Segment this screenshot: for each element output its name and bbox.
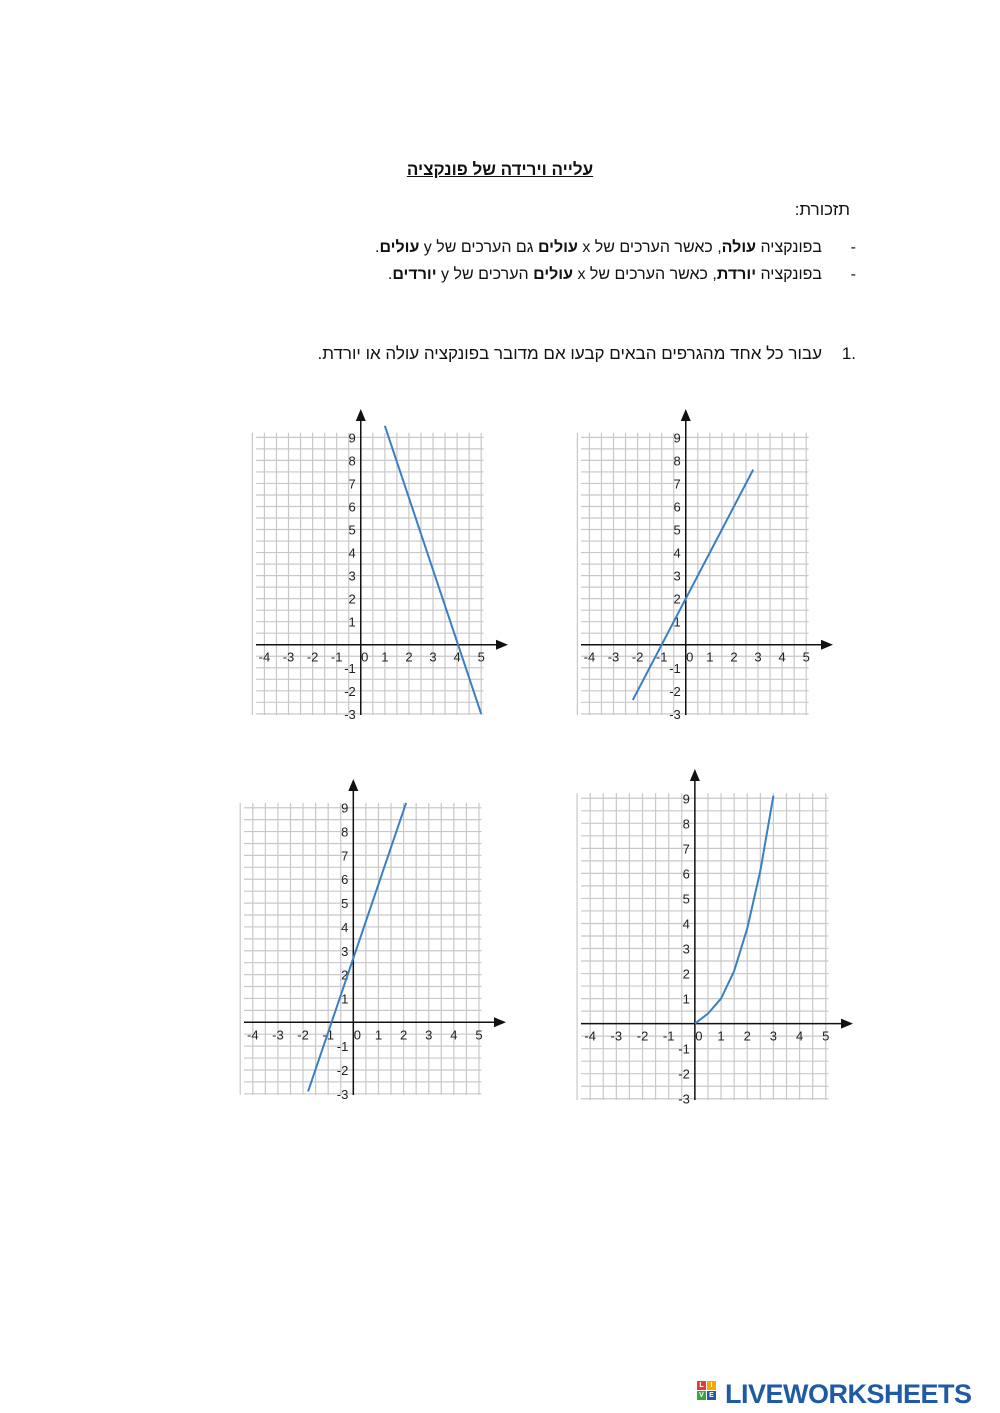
- y-tick-label: 6: [341, 872, 349, 888]
- x-tick-label: 1: [706, 649, 714, 665]
- logo-letter: V: [697, 1391, 706, 1400]
- question-text: עבור כל אחד מהגרפים הבאים קבעו אם מדובר בפונקציה עולה או יורדת.: [317, 344, 822, 363]
- x-tick-label: 3: [754, 649, 762, 665]
- y-tick-label: -1: [344, 660, 356, 676]
- logo-letter: E: [707, 1391, 716, 1400]
- y-tick-label: 5: [341, 896, 349, 912]
- x-tick-label: -1: [330, 649, 343, 665]
- x-tick-label: 1: [374, 1027, 383, 1043]
- bullet-emphasis: עולים: [379, 239, 420, 256]
- bullet-text: [388, 266, 822, 283]
- x-tick-label: 4: [778, 649, 786, 665]
- x-tick-label: 2: [730, 649, 738, 665]
- page-title: עלייה וירידה של פונקציה: [406, 160, 594, 179]
- y-axis-arrow: [348, 779, 358, 791]
- y-tick-label: 7: [341, 848, 349, 864]
- y-tick-label: 8: [682, 816, 690, 832]
- y-tick-label: 3: [682, 941, 690, 957]
- y-axis-arrow: [690, 769, 700, 781]
- y-tick-label: 2: [673, 591, 681, 607]
- bullet-segment: , כאשר הערכים של x: [573, 266, 717, 283]
- chart-top-right: [565, 405, 845, 725]
- logo-letter: I: [707, 1381, 716, 1390]
- y-tick-label: -1: [678, 1041, 690, 1057]
- y-tick-label: 4: [341, 919, 349, 935]
- x-tick-label: 5: [802, 649, 810, 665]
- y-tick-label: 5: [673, 522, 681, 538]
- x-tick-label: -4: [583, 649, 596, 665]
- y-tick-label: -1: [336, 1039, 349, 1055]
- y-tick-label: 9: [341, 800, 349, 816]
- bullet-text: [375, 239, 822, 256]
- x-tick-label: 5: [475, 1027, 483, 1043]
- x-axis-arrow: [494, 1017, 506, 1027]
- bullet-emphasis: עולים: [533, 266, 574, 283]
- x-axis-arrow: [841, 1019, 853, 1029]
- bullet-emphasis: עולים: [537, 239, 578, 256]
- x-tick-label: 5: [822, 1028, 830, 1044]
- y-tick-label: -3: [678, 1091, 690, 1107]
- y-tick-label: 6: [682, 866, 690, 882]
- x-tick-label: -3: [272, 1027, 284, 1043]
- y-tick-label: 6: [348, 499, 356, 515]
- x-tick-label: -3: [610, 1028, 623, 1044]
- bullet-segment: הערכים של y: [436, 266, 534, 283]
- function-line: [633, 470, 753, 700]
- x-tick-label: -1: [662, 1028, 675, 1044]
- x-tick-label: -4: [584, 1028, 596, 1044]
- x-tick-label: -2: [631, 649, 644, 665]
- chart-bottom-right: [565, 765, 865, 1110]
- y-tick-label: 5: [682, 891, 690, 907]
- grid: [577, 433, 808, 715]
- y-tick-label: -2: [344, 683, 356, 699]
- x-tick-label: 4: [795, 1028, 804, 1044]
- y-axis-arrow: [681, 409, 691, 421]
- bullet-dash: -: [850, 239, 856, 256]
- y-tick-label: -2: [336, 1062, 349, 1078]
- bullet-segment: .: [387, 266, 393, 283]
- bullet-increasing: [374, 239, 856, 257]
- x-tick-label: 1: [381, 649, 389, 665]
- grid: [252, 433, 483, 715]
- y-tick-label: 1: [348, 614, 356, 630]
- grid: [240, 800, 481, 1095]
- chart-top-left: [240, 405, 520, 725]
- y-tick-label: 3: [341, 943, 349, 959]
- x-tick-label: -3: [607, 649, 620, 665]
- bullet-emphasis: יורדת: [716, 266, 757, 283]
- y-tick-label: 4: [682, 916, 690, 932]
- graph-top-left: [240, 405, 520, 730]
- graph-bottom-right: [565, 765, 865, 1115]
- x-axis-arrow: [821, 640, 833, 650]
- x-tick-label: -3: [282, 649, 295, 665]
- y-tick-label: 7: [673, 476, 681, 492]
- y-tick-label: 6: [673, 499, 681, 515]
- x-tick-label: -1: [655, 649, 668, 665]
- x-tick-label: 0: [686, 649, 694, 665]
- y-tick-label: 4: [673, 545, 681, 561]
- question-1: [317, 344, 856, 364]
- bullet-segment: גם הערכים של y: [419, 239, 538, 256]
- logo-text: LIVEWORKSHEETS: [725, 1378, 972, 1409]
- grid: [577, 793, 828, 1100]
- x-tick-label: 3: [769, 1028, 778, 1044]
- y-tick-label: 2: [341, 967, 349, 983]
- x-tick-label: 2: [399, 1027, 408, 1043]
- bullet-segment: .: [374, 239, 380, 256]
- x-tick-label: 3: [425, 1027, 433, 1043]
- bullet-segment: , כאשר הערכים של x: [577, 239, 722, 256]
- y-tick-label: 7: [682, 841, 690, 857]
- y-tick-label: -3: [344, 706, 356, 722]
- x-tick-label: -2: [297, 1027, 309, 1043]
- y-tick-label: 1: [341, 991, 349, 1007]
- bullet-segment: בפונקציה: [756, 239, 822, 256]
- x-tick-label: 3: [429, 649, 437, 665]
- x-tick-label: -4: [247, 1027, 259, 1043]
- y-tick-label: 3: [673, 568, 681, 584]
- y-tick-label: 2: [348, 591, 356, 607]
- y-tick-label: 9: [348, 430, 356, 446]
- y-tick-label: 9: [673, 430, 681, 446]
- x-tick-label: 0: [361, 649, 369, 665]
- x-tick-label: 4: [453, 649, 461, 665]
- x-tick-label: 2: [405, 649, 413, 665]
- bullet-dash: -: [850, 266, 856, 283]
- graph-top-right: [565, 405, 845, 730]
- y-tick-label: 5: [348, 522, 356, 538]
- x-tick-label: 0: [695, 1028, 703, 1044]
- bullet-emphasis: יורדים: [392, 266, 437, 283]
- x-tick-label: -2: [636, 1028, 649, 1044]
- x-tick-label: 1: [717, 1028, 725, 1044]
- y-tick-label: -2: [669, 683, 681, 699]
- reminder-label: תזכורת:: [794, 200, 850, 219]
- question-number: 1.: [841, 344, 856, 363]
- liveworksheets-logo: [697, 1376, 972, 1412]
- y-tick-label: 1: [682, 991, 690, 1007]
- chart-bottom-left: [228, 775, 518, 1105]
- x-axis-arrow: [496, 640, 508, 650]
- y-tick-label: 7: [348, 476, 356, 492]
- y-tick-label: 3: [348, 568, 356, 584]
- graph-bottom-left: [228, 775, 518, 1110]
- y-tick-label: 4: [348, 545, 356, 561]
- y-tick-label: 2: [682, 966, 690, 982]
- y-tick-label: 8: [341, 824, 349, 840]
- logo-icon: [697, 1379, 723, 1409]
- x-tick-label: -2: [306, 649, 319, 665]
- y-tick-label: 8: [673, 453, 681, 469]
- x-tick-label: 0: [353, 1027, 361, 1043]
- y-axis-arrow: [356, 409, 366, 421]
- y-tick-label: 1: [673, 614, 681, 630]
- x-tick-label: -4: [258, 649, 271, 665]
- y-tick-label: -2: [678, 1066, 690, 1082]
- logo-letter: L: [697, 1381, 706, 1390]
- bullet-decreasing: [387, 266, 856, 284]
- y-tick-label: -3: [336, 1086, 349, 1102]
- x-tick-label: 2: [743, 1028, 751, 1044]
- x-tick-label: 4: [450, 1027, 458, 1043]
- y-tick-label: -3: [669, 706, 681, 722]
- x-tick-label: -1: [322, 1027, 334, 1043]
- x-tick-label: 5: [477, 649, 485, 665]
- y-tick-label: 9: [682, 791, 690, 807]
- bullet-segment: בפונקציה: [756, 266, 822, 283]
- bullet-emphasis: עולה: [721, 239, 757, 256]
- y-tick-label: -1: [669, 660, 681, 676]
- y-tick-label: 8: [348, 453, 356, 469]
